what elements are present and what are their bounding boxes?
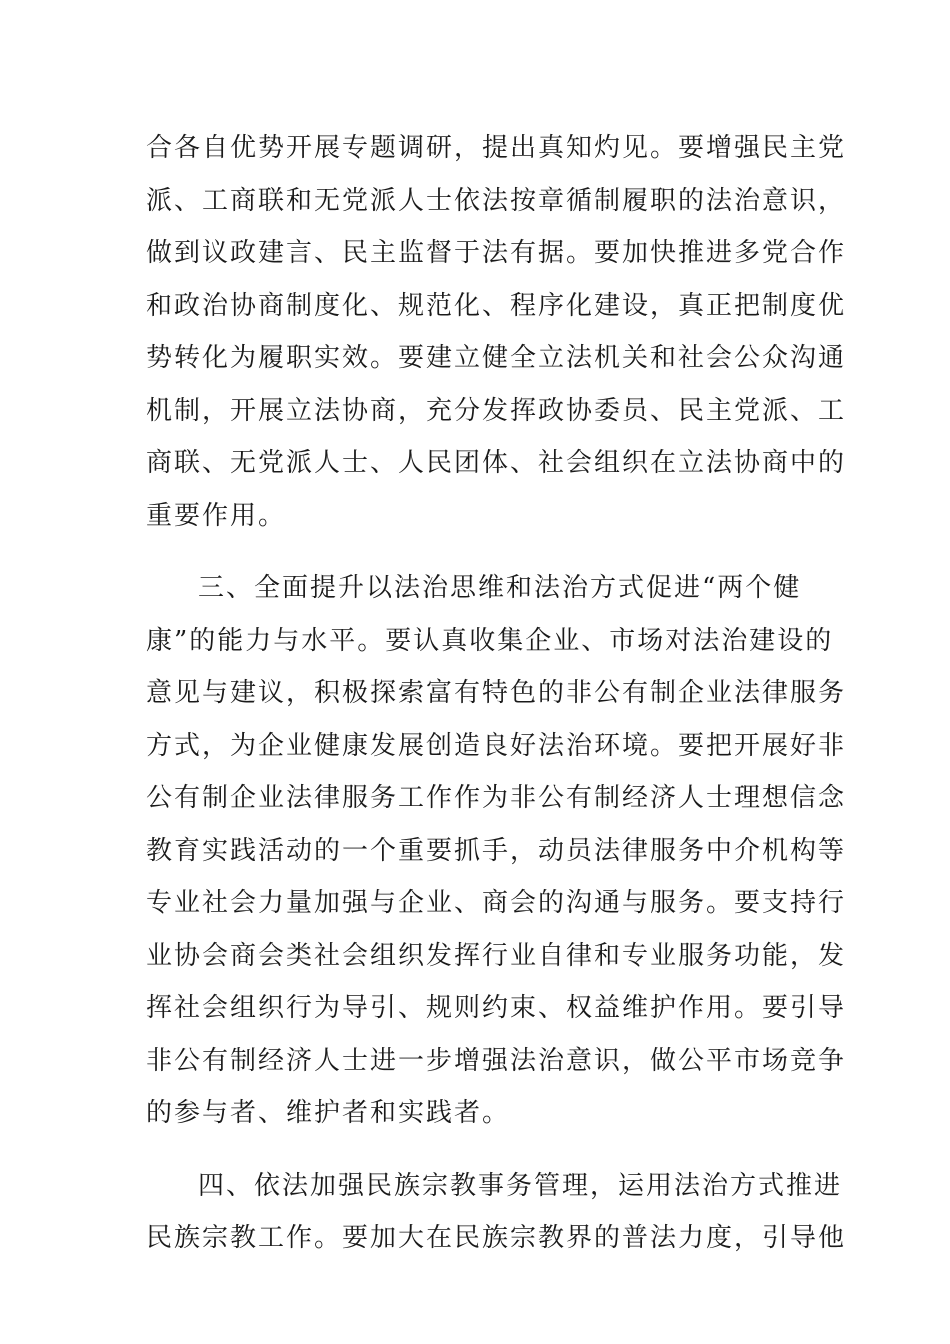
text-line: 三、全面提升以法治思维和法治方式促进“两个健	[198, 573, 802, 603]
paragraph-2	[146, 562, 847, 1140]
text-line: 方式，为企业健康发展创造良好法治环境。要把开展好非	[146, 730, 847, 761]
text-line: 合各自优势开展专题调研，提出真知灼见。要增强民主党	[146, 133, 847, 163]
text-line: 挥社会组织行为导引、规则约束、权益维护作用。要引导	[146, 993, 847, 1023]
document-page	[146, 122, 847, 1285]
text-line: 业协会商会类社会组织发挥行业自律和专业服务功能，发	[146, 940, 847, 971]
text-line: 派、工商联和无党派人士依法按章循制履职的法治意识，	[146, 185, 847, 216]
text-line: 做到议政建言、民主监督于法有据。要加快推进多党合作	[146, 238, 847, 268]
paragraph-1	[146, 122, 847, 542]
text-line: 公有制企业法律服务工作作为非公有制经济人士理想信念	[146, 783, 847, 813]
text-line: 康”的能力与水平。要认真收集企业、市场对法治建设的	[146, 625, 834, 656]
text-line: 和政治协商制度化、规范化、程序化建设，真正把制度优	[146, 290, 847, 321]
text-line: 重要作用。	[146, 500, 287, 531]
paragraph-3	[146, 1160, 847, 1265]
text-line: 商联、无党派人士、人民团体、社会组织在立法协商中的	[146, 448, 847, 478]
text-line: 意见与建议，积极探索富有特色的非公有制企业法律服务	[146, 678, 847, 708]
text-line: 四、依法加强民族宗教事务管理，运用法治方式推进	[198, 1170, 843, 1201]
text-line: 非公有制经济人士进一步增强法治意识，做公平市场竞争	[146, 1045, 847, 1076]
text-line: 教育实践活动的一个重要抓手，动员法律服务中介机构等	[146, 835, 847, 866]
text-line: 专业社会力量加强与企业、商会的沟通与服务。要支持行	[146, 888, 847, 918]
text-line: 势转化为履职实效。要建立健全立法机关和社会公众沟通	[146, 343, 847, 373]
text-line: 民族宗教工作。要加大在民族宗教界的普法力度，引导他	[146, 1223, 847, 1253]
text-line: 的参与者、维护者和实践者。	[146, 1098, 511, 1128]
text-line: 机制，开展立法协商，充分发挥政协委员、民主党派、工	[146, 395, 847, 426]
